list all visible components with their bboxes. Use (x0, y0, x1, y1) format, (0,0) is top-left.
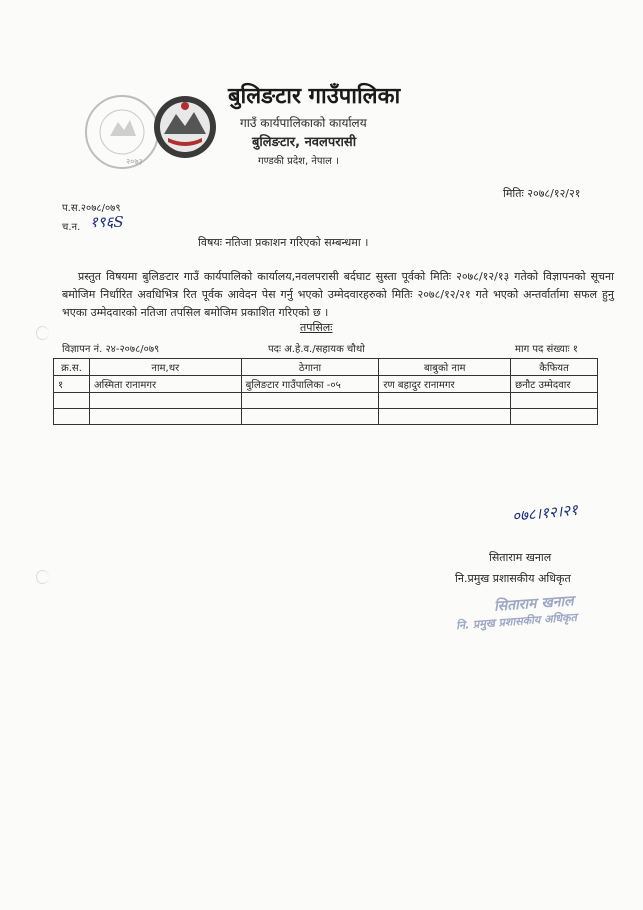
letter-subject: विषयः नतिजा प्रकाशन गरिएको सम्बन्धमा । (198, 236, 369, 249)
cell-address: बुलिङटार गाउँपालिका -०५ (241, 376, 379, 393)
patra-sankhya: प.स.२०७८/०७९ (62, 203, 121, 214)
table-row (54, 393, 598, 409)
signatory-name: सिताराम खनाल (489, 551, 552, 564)
demand-count: माग पद संख्याः १ (515, 344, 578, 355)
details-heading: तपसिलः (300, 321, 333, 334)
nepal-emblem-icon (152, 94, 218, 160)
stamp-name: सिताराम खनाल (493, 593, 575, 615)
table-row (54, 409, 598, 425)
col-father-name: बाबुको नाम (379, 359, 511, 376)
faded-seal-year: २०७३ (126, 157, 143, 166)
province-line: गण्डकी प्रदेश, नेपाल । (258, 156, 339, 167)
municipality-title: बुलिङटार गाउँपालिका (228, 84, 401, 109)
chalani-number: १९६S (90, 213, 124, 231)
col-address: ठेगाना (241, 359, 379, 376)
post-name: पदः अ.हे.व./सहायक चौथो (268, 344, 365, 355)
cell-father-name: रण बहादुर रानामगर (379, 376, 511, 393)
advertisement-number: विज्ञापन नं. २४-२०७८/०७९ (62, 344, 160, 355)
office-location: बुलिङटार, नवलपरासी (252, 135, 357, 150)
table-header-row (54, 359, 598, 376)
cell-serial: १ (54, 376, 90, 393)
cell-remarks: छनौट उम्मेदवार (511, 376, 598, 393)
handwritten-signature: ०७८।१२।२१ (511, 500, 579, 526)
faded-office-seal (82, 92, 162, 172)
results-table (53, 358, 598, 425)
letter-date: मितिः २०७८/१२/२१ (503, 187, 581, 200)
punch-hole-mark (36, 570, 49, 584)
col-remarks: कैफियत (511, 359, 598, 376)
col-serial: क्र.स. (54, 359, 90, 376)
letter-body: प्रस्तुत विषयमा बुलिङटार गाउँ कार्यपालिको कार्यालय,नवलपरासी बर्दघाट सुस्ता पूर्वको मितिः २०७८/१२/१३ गतेको विज्ञापनको सूचना बमोजिम निर्धारित अवधिभित्र रित पूर्वक आवेदन पेस गर्नु भएको उम्मेदवारहरुको मितिः २०७८/१२/२१ गते भएको अन्तर्वार्तामा सफल हुनु भएका उम्मेदवारको नतिजा तपसिल बमोजिम प्रकाशित गरिएको छ । (62, 270, 614, 319)
stamp-title: नि. प्रमुख प्रशासकीय अधिकृत (455, 610, 578, 633)
col-name: नाम,थर (89, 359, 241, 376)
cell-name: अस्मिता रानामगर (89, 376, 241, 393)
chalani-label: च.न. (62, 222, 81, 233)
office-name: गाउँ कार्यपालिकाको कार्यालय (240, 116, 367, 130)
table-row (54, 376, 598, 393)
punch-hole-mark (36, 326, 49, 340)
signatory-title: नि.प्रमुख प्रशासकीय अधिकृत (455, 572, 571, 585)
